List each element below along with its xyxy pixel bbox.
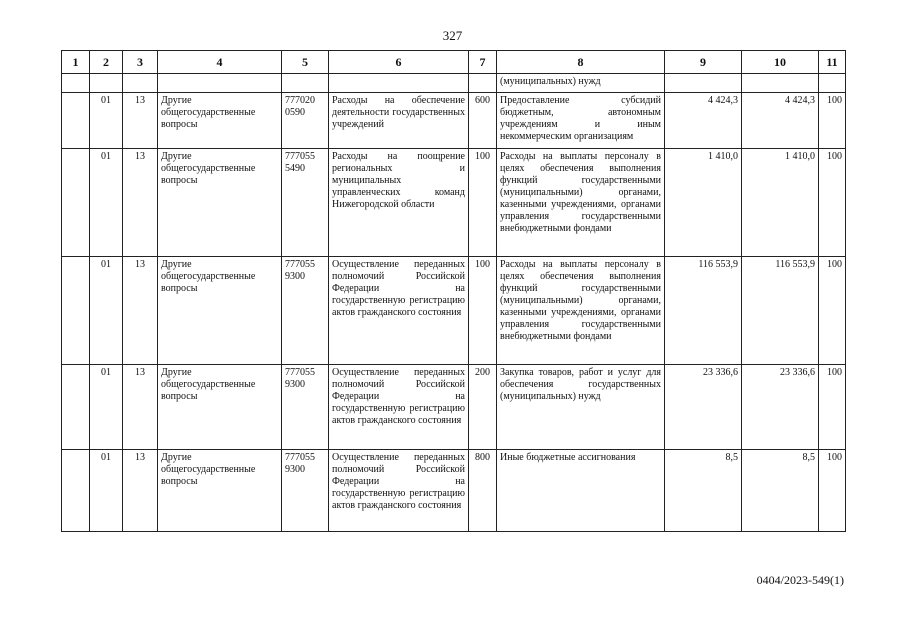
section-code: 01: [90, 93, 123, 149]
continuation-row: [62, 74, 846, 93]
target-article-code: 777055 9300: [282, 365, 329, 450]
table-header-row: [62, 51, 846, 74]
execution-percent: 100: [819, 93, 846, 149]
expense-type-code: 200: [469, 365, 497, 450]
document-code: 0404/2023-549(1): [756, 573, 844, 587]
table-row: [62, 365, 846, 450]
header-cell: 5: [282, 51, 329, 74]
table-row: [62, 149, 846, 257]
section-code: 01: [90, 257, 123, 365]
subsection-code: 13: [123, 257, 158, 365]
header-cell: 11: [819, 51, 846, 74]
executed-amount: 1 410,0: [742, 149, 819, 257]
expense-type-code: 800: [469, 450, 497, 532]
executed-amount: 8,5: [742, 450, 819, 532]
planned-amount: 4 424,3: [665, 93, 742, 149]
target-article-code: 777055 9300: [282, 450, 329, 532]
section-name: Другие общегосударственные вопросы: [158, 257, 282, 365]
expense-type-name: Расходы на выплаты персоналу в целях обеспечения выполнения функций государственными (муниципальными) органами, казенными учреждениями, органами управления государственными внебюджетными фондами: [497, 257, 665, 365]
subsection-code: 13: [123, 365, 158, 450]
section-name: Другие общегосударственные вопросы: [158, 450, 282, 532]
planned-amount: 116 553,9: [665, 257, 742, 365]
planned-amount: 1 410,0: [665, 149, 742, 257]
table-row: [62, 450, 846, 532]
execution-percent: 100: [819, 365, 846, 450]
table-row: [62, 93, 846, 149]
table-row: [62, 257, 846, 365]
section-name: Другие общегосударственные вопросы: [158, 149, 282, 257]
expense-type-name: Иные бюджетные ассигнования: [497, 450, 665, 532]
expense-type-code: 100: [469, 257, 497, 365]
section-code: 01: [90, 365, 123, 450]
executed-amount: 23 336,6: [742, 365, 819, 450]
expense-type-name: Расходы на выплаты персоналу в целях обеспечения выполнения функций государственными (муниципальными) органами, казенными учреждениями, органами управления государственными внебюджетными фондами: [497, 149, 665, 257]
execution-percent: 100: [819, 257, 846, 365]
budget-table: [61, 50, 846, 532]
header-cell: 10: [742, 51, 819, 74]
target-article-name: Расходы на поощрение региональных и муниципальных управленческих команд Нижегородской области: [329, 149, 469, 257]
execution-percent: 100: [819, 149, 846, 257]
target-article-name: Осуществление переданных полномочий Российской Федерации на государственную регистрацию актов гражданского состояния: [329, 257, 469, 365]
target-article-code: 777055 5490: [282, 149, 329, 257]
target-article-name: Осуществление переданных полномочий Российской Федерации на государственную регистрацию актов гражданского состояния: [329, 450, 469, 532]
subsection-code: 13: [123, 149, 158, 257]
page-number: 327: [442, 28, 463, 43]
section-name: Другие общегосударственные вопросы: [158, 93, 282, 149]
header-cell: 1: [62, 51, 90, 74]
target-article-name: Осуществление переданных полномочий Российской Федерации на государственную регистрацию актов гражданского состояния: [329, 365, 469, 450]
execution-percent: 100: [819, 450, 846, 532]
header-cell: 8: [497, 51, 665, 74]
header-cell: 3: [123, 51, 158, 74]
section-code: 01: [90, 450, 123, 532]
planned-amount: 8,5: [665, 450, 742, 532]
expense-type-code: 600: [469, 93, 497, 149]
subsection-code: 13: [123, 450, 158, 532]
continuation-text: (муниципальных) нужд: [497, 74, 665, 93]
header-cell: 6: [329, 51, 469, 74]
expense-type-code: 100: [469, 149, 497, 257]
section-name: Другие общегосударственные вопросы: [158, 365, 282, 450]
target-article-name: Расходы на обеспечение деятельности государственных учреждений: [329, 93, 469, 149]
header-cell: 9: [665, 51, 742, 74]
header-cell: 4: [158, 51, 282, 74]
executed-amount: 4 424,3: [742, 93, 819, 149]
header-cell: 7: [469, 51, 497, 74]
planned-amount: 23 336,6: [665, 365, 742, 450]
expense-type-name: Закупка товаров, работ и услуг для обеспечения государственных (муниципальных) нужд: [497, 365, 665, 450]
target-article-code: 777020 0590: [282, 93, 329, 149]
header-cell: 2: [90, 51, 123, 74]
section-code: 01: [90, 149, 123, 257]
expense-type-name: Предоставление субсидий бюджетным, автономным учреждениям и иным некоммерческим организациям: [497, 93, 665, 149]
executed-amount: 116 553,9: [742, 257, 819, 365]
target-article-code: 777055 9300: [282, 257, 329, 365]
subsection-code: 13: [123, 93, 158, 149]
